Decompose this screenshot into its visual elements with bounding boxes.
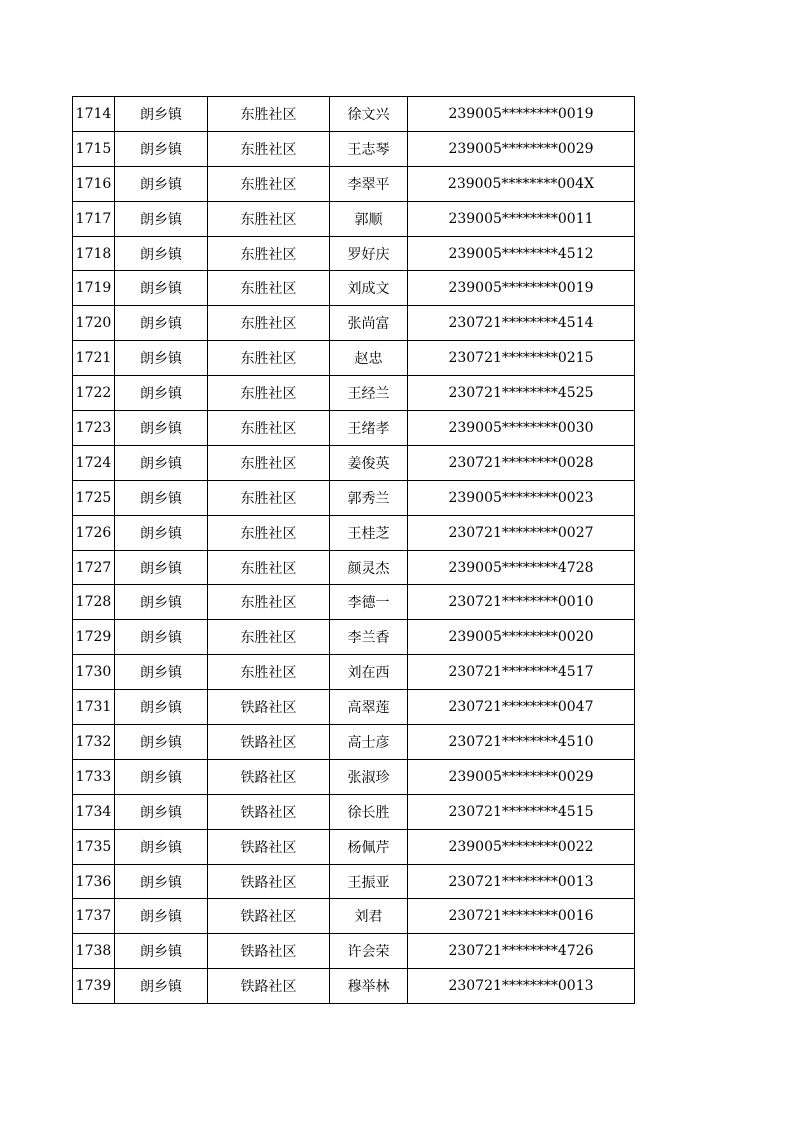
id-number-cell: 230721********4525 [408, 376, 635, 411]
row-number-cell: 1728 [73, 585, 115, 620]
community-cell: 铁路社区 [208, 829, 330, 864]
town-cell: 朗乡镇 [115, 411, 208, 446]
row-number-cell: 1716 [73, 166, 115, 201]
table-row [73, 759, 635, 794]
row-number-cell: 1720 [73, 306, 115, 341]
town-cell: 朗乡镇 [115, 236, 208, 271]
person-name-cell: 李兰香 [330, 620, 408, 655]
community-cell: 东胜社区 [208, 515, 330, 550]
community-cell: 东胜社区 [208, 166, 330, 201]
table-row [73, 131, 635, 166]
row-number-cell: 1731 [73, 690, 115, 725]
row-number-cell: 1734 [73, 794, 115, 829]
table-row [73, 829, 635, 864]
town-cell: 朗乡镇 [115, 341, 208, 376]
community-cell: 铁路社区 [208, 864, 330, 899]
person-name-cell: 徐长胜 [330, 794, 408, 829]
id-number-cell: 230721********0013 [408, 969, 635, 1004]
person-name-cell: 穆举林 [330, 969, 408, 1004]
table-row [73, 341, 635, 376]
person-name-cell: 高翠莲 [330, 690, 408, 725]
community-cell: 东胜社区 [208, 306, 330, 341]
town-cell: 朗乡镇 [115, 934, 208, 969]
community-cell: 东胜社区 [208, 480, 330, 515]
table-row [73, 620, 635, 655]
town-cell: 朗乡镇 [115, 201, 208, 236]
id-number-cell: 239005********0022 [408, 829, 635, 864]
table-row [73, 445, 635, 480]
row-number-cell: 1718 [73, 236, 115, 271]
town-cell: 朗乡镇 [115, 131, 208, 166]
table-row [73, 899, 635, 934]
town-cell: 朗乡镇 [115, 271, 208, 306]
person-name-cell: 郭顺 [330, 201, 408, 236]
community-cell: 铁路社区 [208, 794, 330, 829]
id-number-cell: 230721********0028 [408, 445, 635, 480]
row-number-cell: 1732 [73, 725, 115, 760]
community-cell: 铁路社区 [208, 934, 330, 969]
town-cell: 朗乡镇 [115, 864, 208, 899]
town-cell: 朗乡镇 [115, 306, 208, 341]
town-cell: 朗乡镇 [115, 445, 208, 480]
person-name-cell: 颜灵杰 [330, 550, 408, 585]
row-number-cell: 1729 [73, 620, 115, 655]
town-cell: 朗乡镇 [115, 620, 208, 655]
community-cell: 东胜社区 [208, 411, 330, 446]
roster-body [73, 97, 635, 1004]
id-number-cell: 239005********0023 [408, 480, 635, 515]
table-row [73, 201, 635, 236]
town-cell: 朗乡镇 [115, 655, 208, 690]
person-name-cell: 李德一 [330, 585, 408, 620]
id-number-cell: 239005********0019 [408, 271, 635, 306]
community-cell: 东胜社区 [208, 271, 330, 306]
person-name-cell: 王桂芝 [330, 515, 408, 550]
row-number-cell: 1722 [73, 376, 115, 411]
roster-table [72, 96, 635, 1004]
id-number-cell: 239005********004X [408, 166, 635, 201]
table-row [73, 585, 635, 620]
town-cell: 朗乡镇 [115, 480, 208, 515]
community-cell: 东胜社区 [208, 585, 330, 620]
community-cell: 铁路社区 [208, 690, 330, 725]
id-number-cell: 230721********0215 [408, 341, 635, 376]
person-name-cell: 王振亚 [330, 864, 408, 899]
table-row [73, 864, 635, 899]
row-number-cell: 1714 [73, 97, 115, 132]
id-number-cell: 230721********0016 [408, 899, 635, 934]
table-row [73, 271, 635, 306]
table-row [73, 794, 635, 829]
town-cell: 朗乡镇 [115, 759, 208, 794]
person-name-cell: 杨佩芹 [330, 829, 408, 864]
person-name-cell: 刘在西 [330, 655, 408, 690]
person-name-cell: 张淑珍 [330, 759, 408, 794]
row-number-cell: 1738 [73, 934, 115, 969]
id-number-cell: 230721********0047 [408, 690, 635, 725]
row-number-cell: 1730 [73, 655, 115, 690]
id-number-cell: 239005********0029 [408, 131, 635, 166]
table-row [73, 376, 635, 411]
row-number-cell: 1739 [73, 969, 115, 1004]
row-number-cell: 1735 [73, 829, 115, 864]
id-number-cell: 230721********4517 [408, 655, 635, 690]
table-row [73, 969, 635, 1004]
town-cell: 朗乡镇 [115, 166, 208, 201]
table-row [73, 97, 635, 132]
table-row [73, 411, 635, 446]
row-number-cell: 1717 [73, 201, 115, 236]
community-cell: 东胜社区 [208, 236, 330, 271]
row-number-cell: 1726 [73, 515, 115, 550]
table-row [73, 655, 635, 690]
person-name-cell: 徐文兴 [330, 97, 408, 132]
person-name-cell: 赵忠 [330, 341, 408, 376]
community-cell: 东胜社区 [208, 620, 330, 655]
community-cell: 铁路社区 [208, 759, 330, 794]
table-row [73, 306, 635, 341]
town-cell: 朗乡镇 [115, 829, 208, 864]
community-cell: 东胜社区 [208, 201, 330, 236]
person-name-cell: 姜俊英 [330, 445, 408, 480]
person-name-cell: 李翠平 [330, 166, 408, 201]
id-number-cell: 239005********4728 [408, 550, 635, 585]
table-row [73, 550, 635, 585]
community-cell: 东胜社区 [208, 97, 330, 132]
id-number-cell: 230721********4726 [408, 934, 635, 969]
table-row [73, 236, 635, 271]
table-row [73, 934, 635, 969]
community-cell: 东胜社区 [208, 131, 330, 166]
row-number-cell: 1719 [73, 271, 115, 306]
person-name-cell: 王志琴 [330, 131, 408, 166]
town-cell: 朗乡镇 [115, 690, 208, 725]
town-cell: 朗乡镇 [115, 585, 208, 620]
id-number-cell: 239005********0011 [408, 201, 635, 236]
person-name-cell: 张尚富 [330, 306, 408, 341]
community-cell: 铁路社区 [208, 725, 330, 760]
person-name-cell: 刘君 [330, 899, 408, 934]
id-number-cell: 239005********0029 [408, 759, 635, 794]
id-number-cell: 230721********0010 [408, 585, 635, 620]
row-number-cell: 1727 [73, 550, 115, 585]
community-cell: 东胜社区 [208, 445, 330, 480]
row-number-cell: 1736 [73, 864, 115, 899]
person-name-cell: 高士彦 [330, 725, 408, 760]
table-row [73, 725, 635, 760]
community-cell: 铁路社区 [208, 969, 330, 1004]
person-name-cell: 郭秀兰 [330, 480, 408, 515]
id-number-cell: 230721********4515 [408, 794, 635, 829]
community-cell: 东胜社区 [208, 655, 330, 690]
row-number-cell: 1733 [73, 759, 115, 794]
table-row [73, 166, 635, 201]
person-name-cell: 王经兰 [330, 376, 408, 411]
id-number-cell: 239005********0030 [408, 411, 635, 446]
table-row [73, 515, 635, 550]
town-cell: 朗乡镇 [115, 515, 208, 550]
community-cell: 东胜社区 [208, 376, 330, 411]
person-name-cell: 罗好庆 [330, 236, 408, 271]
town-cell: 朗乡镇 [115, 725, 208, 760]
town-cell: 朗乡镇 [115, 794, 208, 829]
id-number-cell: 239005********4512 [408, 236, 635, 271]
id-number-cell: 230721********4514 [408, 306, 635, 341]
id-number-cell: 239005********0019 [408, 97, 635, 132]
community-cell: 东胜社区 [208, 550, 330, 585]
row-number-cell: 1725 [73, 480, 115, 515]
person-name-cell: 刘成文 [330, 271, 408, 306]
town-cell: 朗乡镇 [115, 969, 208, 1004]
person-name-cell: 王绪孝 [330, 411, 408, 446]
row-number-cell: 1723 [73, 411, 115, 446]
row-number-cell: 1715 [73, 131, 115, 166]
id-number-cell: 230721********4510 [408, 725, 635, 760]
row-number-cell: 1724 [73, 445, 115, 480]
table-row [73, 690, 635, 725]
id-number-cell: 239005********0020 [408, 620, 635, 655]
town-cell: 朗乡镇 [115, 550, 208, 585]
community-cell: 铁路社区 [208, 899, 330, 934]
town-cell: 朗乡镇 [115, 97, 208, 132]
town-cell: 朗乡镇 [115, 899, 208, 934]
community-cell: 东胜社区 [208, 341, 330, 376]
table-row [73, 480, 635, 515]
person-name-cell: 许会荣 [330, 934, 408, 969]
town-cell: 朗乡镇 [115, 376, 208, 411]
id-number-cell: 230721********0027 [408, 515, 635, 550]
id-number-cell: 230721********0013 [408, 864, 635, 899]
row-number-cell: 1737 [73, 899, 115, 934]
row-number-cell: 1721 [73, 341, 115, 376]
